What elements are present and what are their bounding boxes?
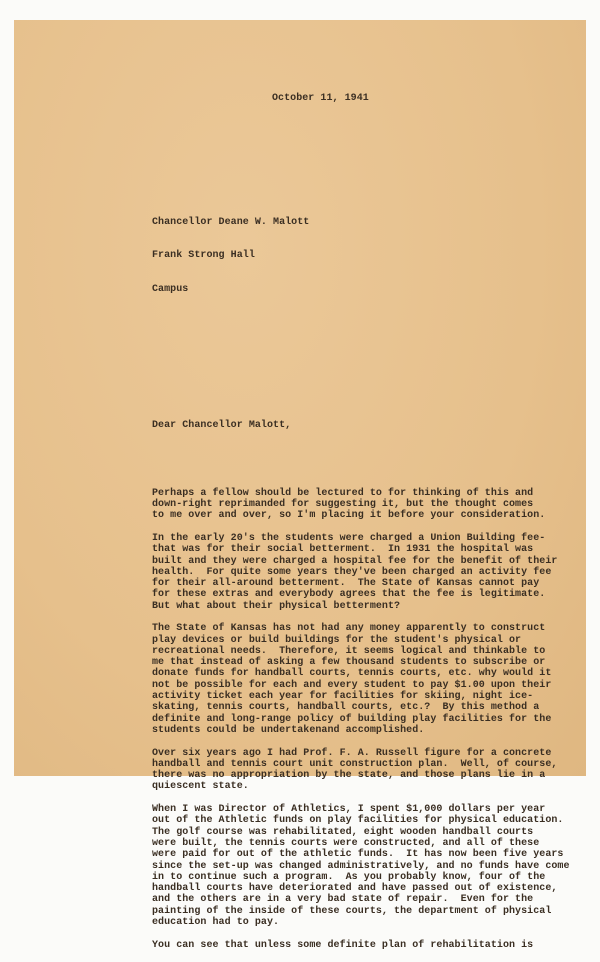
text-line: out of the Athletic funds on play facilities for physical education. (152, 815, 564, 827)
text-line: education had to pay. (152, 917, 280, 928)
text-line: activity ticket each year for facilities for skiing, night ice- (152, 691, 534, 703)
spacer (152, 318, 570, 329)
text-line: But what about their physical betterment? (152, 600, 401, 612)
text-line: donate funds for handball courts, tennis courts, etc. why would it (152, 668, 552, 680)
text-line: The State of Kansas has not had any money apparently to construct (152, 623, 546, 635)
paragraph (152, 804, 570, 928)
text-line: Over six years ago I had Prof. F. A. Russell figure for a concrete (152, 747, 552, 759)
address-line: Frank Strong Hall (152, 250, 255, 262)
spacer (152, 928, 570, 939)
text-line: recreational needs. Therefore, it seems logical and thinkable to (152, 645, 546, 657)
text-line: play devices or build buildings for the student's physical or (152, 634, 522, 646)
text-line: me that instead of asking a few thousand students to subscribe or (152, 657, 546, 669)
text-line: You can see that unless some definite plan of rehabilitation is (152, 939, 534, 951)
paragraph (152, 623, 570, 736)
text-line: In the early 20's the students were charged a Union Building fee- (152, 532, 546, 544)
salutation: Dear Chancellor Malott, (152, 419, 292, 431)
paragraph (152, 748, 570, 793)
text-line: for their all-around betterment. The State of Kansas cannot pay (152, 578, 540, 590)
text-line: in to continue such a program. As you probably know, four of the (152, 871, 546, 883)
text-line: The golf course was rehabilitated, eight wooden handball courts (152, 826, 534, 838)
text-line: handball courts have deteriorated and have passed out of existence, (152, 883, 558, 895)
paragraph (152, 940, 570, 951)
text-line: quiescent state. (152, 781, 249, 793)
spacer (152, 352, 570, 363)
paragraphs (152, 488, 570, 951)
text-line: built and they were charged a hospital fee for the benefit of their (152, 555, 558, 567)
text-line: definite and long-range policy of building play facilities for the (152, 713, 552, 725)
paragraph (152, 488, 570, 522)
spacer (152, 793, 570, 804)
spacer (152, 454, 570, 465)
text-line: to me over and over, so I'm placing it before your consideration. (152, 510, 546, 522)
text-line: down-right reprimanded for suggesting it, but the thought comes (152, 499, 534, 511)
address-line: Chancellor Deane W. Malott (152, 216, 310, 228)
text-line: students could be undertakenand accomplished. (152, 724, 425, 736)
spacer (152, 522, 570, 533)
text-line: skating, tennis courts, handball courts, etc.? By this method a (152, 702, 540, 714)
text-line: When I was Director of Athletics, I spent $1,000 dollars per year (152, 804, 546, 816)
spacer (152, 386, 570, 397)
paragraph (152, 533, 570, 612)
text-line: handball and tennis court unit construction plan. Well, of course, (152, 758, 558, 770)
text-line: health. For quite some years they've been charged an activity fee (152, 566, 552, 578)
text-line: were paid for out of the athletic funds. It has now been five years (152, 849, 564, 861)
text-line: and the others are in a very bad state of repair. Even for the (152, 894, 534, 906)
text-line: were built, the tennis courts were constructed, and all of these (152, 837, 540, 849)
text-line: that was for their social betterment. In 1931 the hospital was (152, 544, 534, 556)
text-line: not be possible for each and every student to pay $1.00 upon their (152, 679, 552, 691)
text-line: Perhaps a fellow should be lectured to for thinking of this and (152, 487, 534, 499)
text-line: since the set-up was changed administratively, and no funds have come (152, 860, 570, 872)
text-line: for these extras and everybody agrees that the fee is legitimate. (152, 589, 546, 601)
text-line: there was no appropriation by the state, and those plans lie in a (152, 770, 546, 782)
spacer (152, 736, 570, 747)
spacer (152, 612, 570, 623)
text-line: painting of the inside of these courts, the department of physical (152, 905, 552, 917)
letter-date: October 11, 1941 (272, 93, 369, 104)
address-line: Campus (152, 284, 189, 296)
letter-body (152, 194, 570, 962)
